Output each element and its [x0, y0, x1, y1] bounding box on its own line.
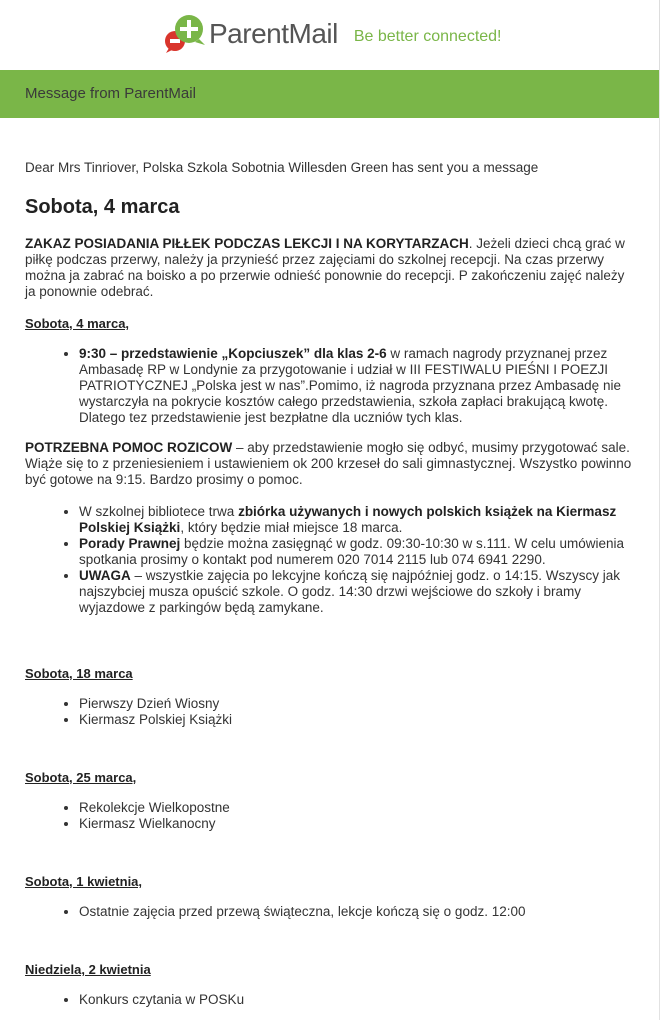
spacer: [25, 630, 638, 666]
spacer: [25, 742, 638, 770]
parent-help-text: – aby przedstawienie mogło się odbyć, musimy przygotować sale. Wiąże się to z przeniesieniem i ustawieniem ok 200 krzeseł do sali gimnastycznej. Wszystko powinno być gotowe na 9:15. Bardzo prosimy o pomoc.: [25, 440, 632, 487]
greeting-text: Dear Mrs Tinriover, Polska Szkola Sobotnia Willesden Green has sent you a message: [25, 160, 539, 175]
logo-name: ParentMail: [209, 18, 338, 49]
book-collection-title: zbiórka używanych i nowych polskich książek na Kiermasz Polskiej Książki: [79, 504, 617, 535]
list-item: [79, 568, 638, 616]
list-item: • Kiermasz Polskiej Książki: [79, 712, 638, 728]
list-2-april: [25, 992, 638, 1008]
ball-ban-text: . Jeżeli dzieci chcą grać w piłkę podczas przerwy, należy ja przynieść przez zajęciami do szkolnej recepcji. Na czas przerwy można ja zabrać na boisko a po przerwie odnieść ponownie do recepcji. P zakończeniu zajęć należy ja ponownie odebrać.: [25, 236, 625, 299]
list-item: • Rekolekcje Wielkopostne: [79, 800, 638, 816]
parent-help-title: POTRZEBNA POMOC ROZICOW: [25, 440, 233, 455]
list-4-march: [25, 346, 638, 426]
plus-minus-bubble-icon: [163, 14, 209, 54]
book-collection-pre: W szkolnej bibliotece trwa: [79, 504, 239, 519]
message-title-bar: [0, 70, 660, 118]
list-25-march: [25, 800, 638, 832]
paragraph-parent-help: [25, 440, 638, 488]
section-heading-25-march: Sobota, 25 marca,: [25, 770, 137, 785]
list-item: [79, 536, 638, 568]
parentmail-logo: [163, 14, 502, 54]
message-body: [25, 118, 638, 1022]
message-heading: Sobota, 4 marca: [25, 196, 180, 218]
list-18-march: [25, 696, 638, 728]
list-item: [79, 346, 638, 426]
book-collection-post: , który będzie miał miejsce 18 marca.: [180, 520, 403, 535]
warning-title: UWAGA: [79, 568, 131, 583]
legal-advice-text: będzie można zasięgnąć w godz. 09:30-10:30 w s.111. W celu umówienia spotkania prosimy o kontakt pod numerem 020 7014 2115 lub 074 6941 2290.: [79, 536, 625, 567]
list-1-april: [25, 904, 638, 920]
list-item: • Konkurs czytania w POSKu: [79, 992, 638, 1008]
play-title: 9:30 – przedstawienie „Kopciuszek” dla klas 2-6: [79, 346, 387, 361]
spacer: [25, 934, 638, 962]
logo-tagline: Be better connected!: [353, 28, 502, 45]
list-announcements: [25, 504, 638, 616]
list-item: • Pierwszy Dzień Wiosny: [79, 696, 638, 712]
ball-ban-title: ZAKAZ POSIADANIA PIŁŁEK PODCZAS LEKCJI I NA KORYTARZACH: [25, 236, 469, 251]
section-heading-2-april: Niedziela, 2 kwietnia: [25, 962, 151, 977]
list-item: • Ostatnie zajęcia przed przewą świąteczna, lekcje kończą się o godz. 12:00: [79, 904, 638, 920]
list-item: • Kiermasz Wielkanocny: [79, 816, 638, 832]
paragraph-ball-ban: [25, 236, 638, 300]
play-text: w ramach nagrody przyznanej przez Ambasadę RP w Londynie za przygotowanie i udział w III FESTIWALU PIEŚNI I POEZJI PATRIOTYCZNEJ „Polska jest w nas”.Pomimo, iż nagroda przyznana przez Ambasadę nie wystarczyła na pokrycie kosztów całego przedstawienia, szkoła zapłaci brakującą kwotę. Dlatego tez przedstawienie jest bezpłatne dla uczniów tych klas.: [79, 346, 621, 425]
warning-text: – wszystkie zajęcia po lekcyjne kończą się najpóźniej godz. o 14:15. Wszyscy jak najszybciej musza opuścić szkole. O godz. 14:30 drzwi wejściowe do szkoły i bramy wyjazdowe z parkingów będą zamykane.: [79, 568, 620, 615]
email-header: [0, 0, 660, 70]
spacer: [25, 846, 638, 874]
list-item: [79, 504, 638, 536]
message-title: Message from ParentMail: [25, 85, 196, 102]
section-heading-1-april: Sobota, 1 kwietnia,: [25, 874, 143, 889]
section-heading-4-march: Sobota, 4 marca,: [25, 316, 130, 331]
legal-advice-title: Porady Prawnej: [79, 536, 181, 551]
section-heading-18-march: Sobota, 18 marca: [25, 666, 133, 681]
